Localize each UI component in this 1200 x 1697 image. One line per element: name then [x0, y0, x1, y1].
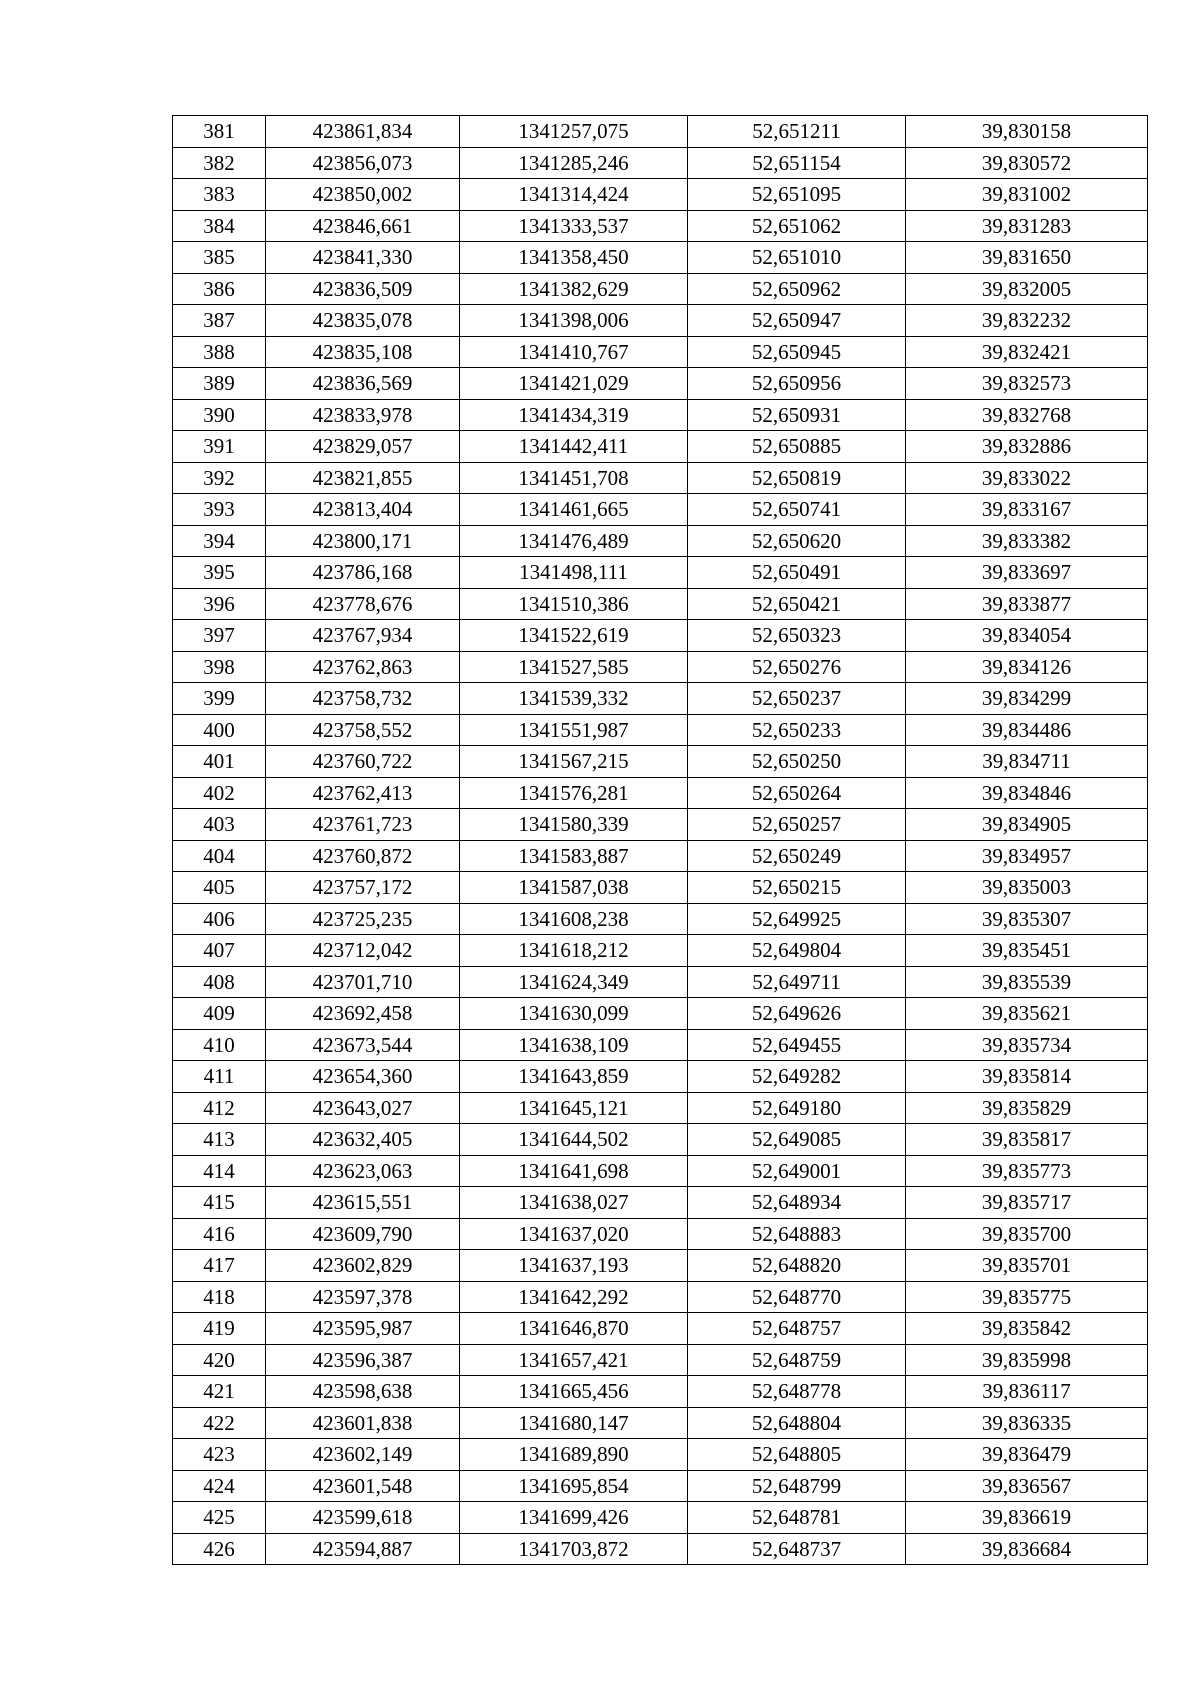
x-coordinate-cell: 423786,168 [266, 557, 460, 589]
table-row [173, 998, 1148, 1030]
longitude-cell: 39,836335 [906, 1407, 1148, 1439]
table-row [173, 683, 1148, 715]
latitude-cell: 52,650819 [688, 462, 906, 494]
y-coordinate-cell: 1341410,767 [460, 336, 688, 368]
table-row [173, 966, 1148, 998]
point-number-cell: 419 [173, 1313, 266, 1345]
latitude-cell: 52,650237 [688, 683, 906, 715]
table-row [173, 1218, 1148, 1250]
longitude-cell: 39,836479 [906, 1439, 1148, 1471]
x-coordinate-cell: 423596,387 [266, 1344, 460, 1376]
table-row [173, 462, 1148, 494]
latitude-cell: 52,648757 [688, 1313, 906, 1345]
y-coordinate-cell: 1341442,411 [460, 431, 688, 463]
longitude-cell: 39,835829 [906, 1092, 1148, 1124]
longitude-cell: 39,833382 [906, 525, 1148, 557]
y-coordinate-cell: 1341645,121 [460, 1092, 688, 1124]
latitude-cell: 52,650945 [688, 336, 906, 368]
y-coordinate-cell: 1341699,426 [460, 1502, 688, 1534]
table-row [173, 746, 1148, 778]
y-coordinate-cell: 1341638,109 [460, 1029, 688, 1061]
x-coordinate-cell: 423767,934 [266, 620, 460, 652]
point-number-cell: 392 [173, 462, 266, 494]
point-number-cell: 383 [173, 179, 266, 211]
point-number-cell: 395 [173, 557, 266, 589]
x-coordinate-cell: 423712,042 [266, 935, 460, 967]
latitude-cell: 52,650885 [688, 431, 906, 463]
table-row [173, 1124, 1148, 1156]
point-number-cell: 398 [173, 651, 266, 683]
y-coordinate-cell: 1341642,292 [460, 1281, 688, 1313]
table-row [173, 1313, 1148, 1345]
x-coordinate-cell: 423692,458 [266, 998, 460, 1030]
point-number-cell: 390 [173, 399, 266, 431]
table-row [173, 1092, 1148, 1124]
latitude-cell: 52,648778 [688, 1376, 906, 1408]
latitude-cell: 52,649282 [688, 1061, 906, 1093]
longitude-cell: 39,836684 [906, 1533, 1148, 1565]
table-row [173, 431, 1148, 463]
x-coordinate-cell: 423821,855 [266, 462, 460, 494]
latitude-cell: 52,648759 [688, 1344, 906, 1376]
y-coordinate-cell: 1341646,870 [460, 1313, 688, 1345]
y-coordinate-cell: 1341421,029 [460, 368, 688, 400]
latitude-cell: 52,651010 [688, 242, 906, 274]
latitude-cell: 52,650276 [688, 651, 906, 683]
table-row [173, 903, 1148, 935]
longitude-cell: 39,834486 [906, 714, 1148, 746]
x-coordinate-cell: 423632,405 [266, 1124, 460, 1156]
point-number-cell: 423 [173, 1439, 266, 1471]
longitude-cell: 39,832768 [906, 399, 1148, 431]
longitude-cell: 39,832886 [906, 431, 1148, 463]
coordinates-table-body [173, 116, 1148, 1565]
point-number-cell: 408 [173, 966, 266, 998]
point-number-cell: 385 [173, 242, 266, 274]
longitude-cell: 39,835817 [906, 1124, 1148, 1156]
longitude-cell: 39,836117 [906, 1376, 1148, 1408]
x-coordinate-cell: 423846,661 [266, 210, 460, 242]
longitude-cell: 39,836619 [906, 1502, 1148, 1534]
table-row [173, 210, 1148, 242]
table-row [173, 273, 1148, 305]
latitude-cell: 52,649804 [688, 935, 906, 967]
point-number-cell: 403 [173, 809, 266, 841]
x-coordinate-cell: 423594,887 [266, 1533, 460, 1565]
y-coordinate-cell: 1341703,872 [460, 1533, 688, 1565]
y-coordinate-cell: 1341434,319 [460, 399, 688, 431]
latitude-cell: 52,650741 [688, 494, 906, 526]
table-row [173, 872, 1148, 904]
x-coordinate-cell: 423835,108 [266, 336, 460, 368]
x-coordinate-cell: 423850,002 [266, 179, 460, 211]
table-row [173, 179, 1148, 211]
longitude-cell: 39,833022 [906, 462, 1148, 494]
latitude-cell: 52,650257 [688, 809, 906, 841]
x-coordinate-cell: 423829,057 [266, 431, 460, 463]
point-number-cell: 387 [173, 305, 266, 337]
point-number-cell: 412 [173, 1092, 266, 1124]
latitude-cell: 52,648737 [688, 1533, 906, 1565]
point-number-cell: 405 [173, 872, 266, 904]
longitude-cell: 39,835539 [906, 966, 1148, 998]
latitude-cell: 52,649180 [688, 1092, 906, 1124]
point-number-cell: 416 [173, 1218, 266, 1250]
table-row [173, 1344, 1148, 1376]
y-coordinate-cell: 1341643,859 [460, 1061, 688, 1093]
y-coordinate-cell: 1341637,020 [460, 1218, 688, 1250]
latitude-cell: 52,650215 [688, 872, 906, 904]
latitude-cell: 52,650620 [688, 525, 906, 557]
x-coordinate-cell: 423654,360 [266, 1061, 460, 1093]
point-number-cell: 407 [173, 935, 266, 967]
x-coordinate-cell: 423836,569 [266, 368, 460, 400]
point-number-cell: 381 [173, 116, 266, 148]
latitude-cell: 52,648770 [688, 1281, 906, 1313]
longitude-cell: 39,835307 [906, 903, 1148, 935]
y-coordinate-cell: 1341630,099 [460, 998, 688, 1030]
y-coordinate-cell: 1341641,698 [460, 1155, 688, 1187]
latitude-cell: 52,649925 [688, 903, 906, 935]
x-coordinate-cell: 423760,872 [266, 840, 460, 872]
y-coordinate-cell: 1341695,854 [460, 1470, 688, 1502]
x-coordinate-cell: 423623,063 [266, 1155, 460, 1187]
y-coordinate-cell: 1341314,424 [460, 179, 688, 211]
x-coordinate-cell: 423760,722 [266, 746, 460, 778]
latitude-cell: 52,648820 [688, 1250, 906, 1282]
y-coordinate-cell: 1341583,887 [460, 840, 688, 872]
x-coordinate-cell: 423597,378 [266, 1281, 460, 1313]
x-coordinate-cell: 423599,618 [266, 1502, 460, 1534]
x-coordinate-cell: 423615,551 [266, 1187, 460, 1219]
y-coordinate-cell: 1341624,349 [460, 966, 688, 998]
x-coordinate-cell: 423836,509 [266, 273, 460, 305]
longitude-cell: 39,833697 [906, 557, 1148, 589]
x-coordinate-cell: 423673,544 [266, 1029, 460, 1061]
y-coordinate-cell: 1341451,708 [460, 462, 688, 494]
point-number-cell: 424 [173, 1470, 266, 1502]
table-row [173, 1533, 1148, 1565]
longitude-cell: 39,834299 [906, 683, 1148, 715]
table-row [173, 1061, 1148, 1093]
latitude-cell: 52,650931 [688, 399, 906, 431]
table-row [173, 1376, 1148, 1408]
point-number-cell: 382 [173, 147, 266, 179]
longitude-cell: 39,835003 [906, 872, 1148, 904]
coordinates-table [172, 115, 1148, 1565]
longitude-cell: 39,835998 [906, 1344, 1148, 1376]
longitude-cell: 39,835734 [906, 1029, 1148, 1061]
table-row [173, 525, 1148, 557]
y-coordinate-cell: 1341527,585 [460, 651, 688, 683]
longitude-cell: 39,834711 [906, 746, 1148, 778]
latitude-cell: 52,648781 [688, 1502, 906, 1534]
point-number-cell: 388 [173, 336, 266, 368]
table-row [173, 935, 1148, 967]
x-coordinate-cell: 423762,863 [266, 651, 460, 683]
y-coordinate-cell: 1341285,246 [460, 147, 688, 179]
longitude-cell: 39,836567 [906, 1470, 1148, 1502]
latitude-cell: 52,650947 [688, 305, 906, 337]
latitude-cell: 52,651095 [688, 179, 906, 211]
x-coordinate-cell: 423835,078 [266, 305, 460, 337]
point-number-cell: 425 [173, 1502, 266, 1534]
y-coordinate-cell: 1341657,421 [460, 1344, 688, 1376]
longitude-cell: 39,834126 [906, 651, 1148, 683]
latitude-cell: 52,649455 [688, 1029, 906, 1061]
latitude-cell: 52,650250 [688, 746, 906, 778]
x-coordinate-cell: 423609,790 [266, 1218, 460, 1250]
point-number-cell: 415 [173, 1187, 266, 1219]
longitude-cell: 39,835773 [906, 1155, 1148, 1187]
latitude-cell: 52,651154 [688, 147, 906, 179]
y-coordinate-cell: 1341476,489 [460, 525, 688, 557]
point-number-cell: 420 [173, 1344, 266, 1376]
longitude-cell: 39,834957 [906, 840, 1148, 872]
longitude-cell: 39,835717 [906, 1187, 1148, 1219]
latitude-cell: 52,649001 [688, 1155, 906, 1187]
table-row [173, 840, 1148, 872]
latitude-cell: 52,650264 [688, 777, 906, 809]
latitude-cell: 52,649711 [688, 966, 906, 998]
x-coordinate-cell: 423602,829 [266, 1250, 460, 1282]
y-coordinate-cell: 1341576,281 [460, 777, 688, 809]
x-coordinate-cell: 423778,676 [266, 588, 460, 620]
point-number-cell: 404 [173, 840, 266, 872]
table-row [173, 588, 1148, 620]
latitude-cell: 52,648804 [688, 1407, 906, 1439]
point-number-cell: 414 [173, 1155, 266, 1187]
point-number-cell: 397 [173, 620, 266, 652]
longitude-cell: 39,835842 [906, 1313, 1148, 1345]
table-row [173, 368, 1148, 400]
latitude-cell: 52,648934 [688, 1187, 906, 1219]
x-coordinate-cell: 423595,987 [266, 1313, 460, 1345]
x-coordinate-cell: 423758,732 [266, 683, 460, 715]
point-number-cell: 401 [173, 746, 266, 778]
y-coordinate-cell: 1341580,339 [460, 809, 688, 841]
point-number-cell: 410 [173, 1029, 266, 1061]
table-row [173, 305, 1148, 337]
longitude-cell: 39,834054 [906, 620, 1148, 652]
point-number-cell: 396 [173, 588, 266, 620]
y-coordinate-cell: 1341498,111 [460, 557, 688, 589]
table-row [173, 809, 1148, 841]
point-number-cell: 421 [173, 1376, 266, 1408]
table-row [173, 1281, 1148, 1313]
longitude-cell: 39,831650 [906, 242, 1148, 274]
point-number-cell: 394 [173, 525, 266, 557]
table-row [173, 399, 1148, 431]
x-coordinate-cell: 423813,404 [266, 494, 460, 526]
point-number-cell: 422 [173, 1407, 266, 1439]
table-row [173, 557, 1148, 589]
x-coordinate-cell: 423601,838 [266, 1407, 460, 1439]
x-coordinate-cell: 423598,638 [266, 1376, 460, 1408]
latitude-cell: 52,650962 [688, 273, 906, 305]
y-coordinate-cell: 1341522,619 [460, 620, 688, 652]
longitude-cell: 39,830158 [906, 116, 1148, 148]
table-row [173, 1470, 1148, 1502]
table-row [173, 1502, 1148, 1534]
y-coordinate-cell: 1341680,147 [460, 1407, 688, 1439]
table-row [173, 1029, 1148, 1061]
point-number-cell: 391 [173, 431, 266, 463]
point-number-cell: 417 [173, 1250, 266, 1282]
longitude-cell: 39,831283 [906, 210, 1148, 242]
y-coordinate-cell: 1341665,456 [460, 1376, 688, 1408]
x-coordinate-cell: 423758,552 [266, 714, 460, 746]
table-row [173, 1439, 1148, 1471]
x-coordinate-cell: 423701,710 [266, 966, 460, 998]
table-row [173, 336, 1148, 368]
longitude-cell: 39,832573 [906, 368, 1148, 400]
x-coordinate-cell: 423601,548 [266, 1470, 460, 1502]
longitude-cell: 39,835775 [906, 1281, 1148, 1313]
y-coordinate-cell: 1341510,386 [460, 588, 688, 620]
y-coordinate-cell: 1341551,987 [460, 714, 688, 746]
longitude-cell: 39,831002 [906, 179, 1148, 211]
x-coordinate-cell: 423725,235 [266, 903, 460, 935]
table-row [173, 1187, 1148, 1219]
table-row [173, 651, 1148, 683]
longitude-cell: 39,835621 [906, 998, 1148, 1030]
y-coordinate-cell: 1341257,075 [460, 116, 688, 148]
table-row [173, 777, 1148, 809]
point-number-cell: 413 [173, 1124, 266, 1156]
table-row [173, 1407, 1148, 1439]
y-coordinate-cell: 1341333,537 [460, 210, 688, 242]
latitude-cell: 52,650956 [688, 368, 906, 400]
point-number-cell: 384 [173, 210, 266, 242]
x-coordinate-cell: 423833,978 [266, 399, 460, 431]
y-coordinate-cell: 1341567,215 [460, 746, 688, 778]
latitude-cell: 52,649626 [688, 998, 906, 1030]
point-number-cell: 386 [173, 273, 266, 305]
y-coordinate-cell: 1341618,212 [460, 935, 688, 967]
y-coordinate-cell: 1341358,450 [460, 242, 688, 274]
longitude-cell: 39,834905 [906, 809, 1148, 841]
point-number-cell: 426 [173, 1533, 266, 1565]
latitude-cell: 52,649085 [688, 1124, 906, 1156]
point-number-cell: 411 [173, 1061, 266, 1093]
point-number-cell: 399 [173, 683, 266, 715]
point-number-cell: 393 [173, 494, 266, 526]
point-number-cell: 418 [173, 1281, 266, 1313]
latitude-cell: 52,650233 [688, 714, 906, 746]
longitude-cell: 39,833167 [906, 494, 1148, 526]
x-coordinate-cell: 423757,172 [266, 872, 460, 904]
longitude-cell: 39,832232 [906, 305, 1148, 337]
y-coordinate-cell: 1341608,238 [460, 903, 688, 935]
y-coordinate-cell: 1341638,027 [460, 1187, 688, 1219]
y-coordinate-cell: 1341382,629 [460, 273, 688, 305]
y-coordinate-cell: 1341461,665 [460, 494, 688, 526]
point-number-cell: 406 [173, 903, 266, 935]
x-coordinate-cell: 423602,149 [266, 1439, 460, 1471]
latitude-cell: 52,650421 [688, 588, 906, 620]
table-row [173, 147, 1148, 179]
longitude-cell: 39,835814 [906, 1061, 1148, 1093]
y-coordinate-cell: 1341637,193 [460, 1250, 688, 1282]
x-coordinate-cell: 423761,723 [266, 809, 460, 841]
y-coordinate-cell: 1341644,502 [460, 1124, 688, 1156]
x-coordinate-cell: 423841,330 [266, 242, 460, 274]
table-row [173, 1250, 1148, 1282]
longitude-cell: 39,835700 [906, 1218, 1148, 1250]
latitude-cell: 52,648805 [688, 1439, 906, 1471]
y-coordinate-cell: 1341539,332 [460, 683, 688, 715]
point-number-cell: 389 [173, 368, 266, 400]
table-row [173, 116, 1148, 148]
latitude-cell: 52,648799 [688, 1470, 906, 1502]
x-coordinate-cell: 423762,413 [266, 777, 460, 809]
table-row [173, 1155, 1148, 1187]
longitude-cell: 39,835701 [906, 1250, 1148, 1282]
longitude-cell: 39,835451 [906, 935, 1148, 967]
table-row [173, 714, 1148, 746]
latitude-cell: 52,651062 [688, 210, 906, 242]
longitude-cell: 39,834846 [906, 777, 1148, 809]
longitude-cell: 39,832421 [906, 336, 1148, 368]
table-row [173, 494, 1148, 526]
latitude-cell: 52,650249 [688, 840, 906, 872]
longitude-cell: 39,832005 [906, 273, 1148, 305]
x-coordinate-cell: 423861,834 [266, 116, 460, 148]
point-number-cell: 409 [173, 998, 266, 1030]
latitude-cell: 52,650491 [688, 557, 906, 589]
longitude-cell: 39,833877 [906, 588, 1148, 620]
table-row [173, 242, 1148, 274]
y-coordinate-cell: 1341689,890 [460, 1439, 688, 1471]
point-number-cell: 402 [173, 777, 266, 809]
y-coordinate-cell: 1341398,006 [460, 305, 688, 337]
x-coordinate-cell: 423856,073 [266, 147, 460, 179]
latitude-cell: 52,650323 [688, 620, 906, 652]
table-row [173, 620, 1148, 652]
point-number-cell: 400 [173, 714, 266, 746]
x-coordinate-cell: 423643,027 [266, 1092, 460, 1124]
latitude-cell: 52,648883 [688, 1218, 906, 1250]
longitude-cell: 39,830572 [906, 147, 1148, 179]
latitude-cell: 52,651211 [688, 116, 906, 148]
y-coordinate-cell: 1341587,038 [460, 872, 688, 904]
x-coordinate-cell: 423800,171 [266, 525, 460, 557]
